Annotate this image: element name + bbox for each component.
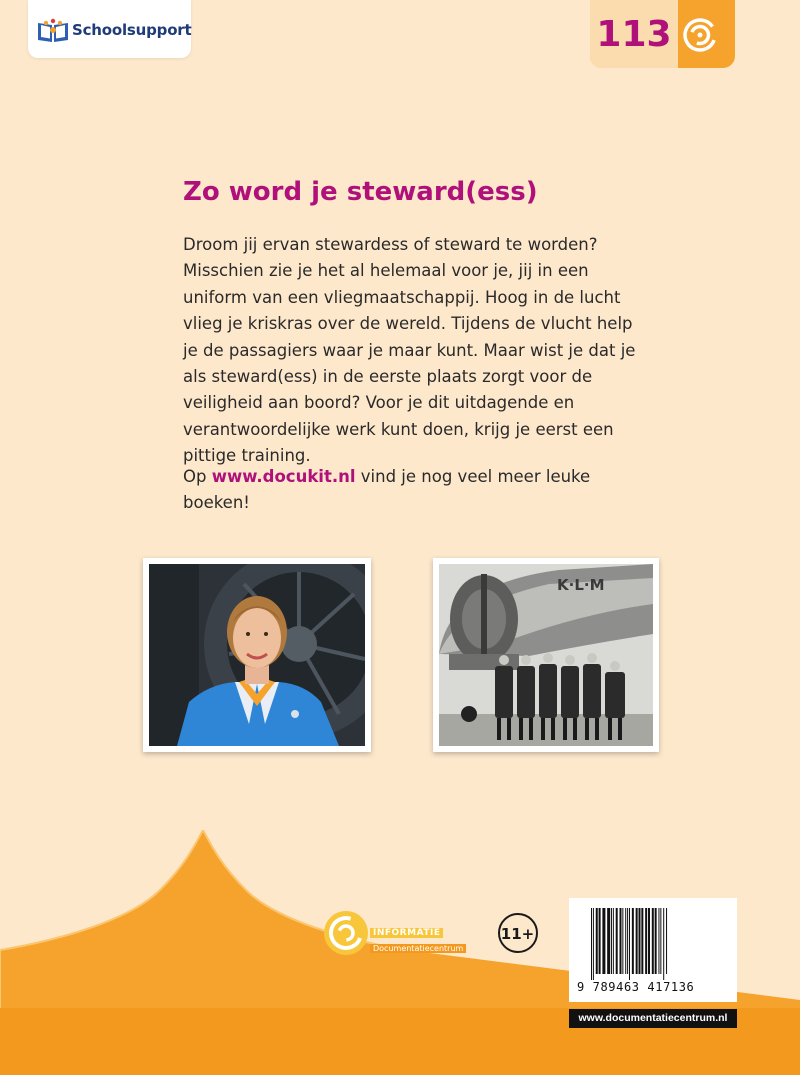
brand-name: Schoolsupport <box>72 21 192 39</box>
series-tab <box>590 0 735 68</box>
publisher-url[interactable]: www.documentatiecentrum.nl <box>578 1012 728 1024</box>
publisher-label: INFORMATIE <box>370 928 443 938</box>
barcode-bar <box>666 908 667 974</box>
age-label: 11+ <box>500 925 535 943</box>
barcode-bar <box>596 908 598 974</box>
barcode-bar <box>639 908 641 974</box>
barcode-bar <box>658 908 659 974</box>
barcode-bar <box>663 908 664 980</box>
url-bar <box>569 1009 737 1028</box>
barcode-bar <box>645 908 647 974</box>
book-title: Zo word je steward(ess) <box>183 177 538 207</box>
swirl-logo-icon <box>683 18 717 52</box>
klm-crew-photo <box>433 558 659 752</box>
barcode-bar <box>632 908 634 974</box>
website-link[interactable]: www.docukit.nl <box>211 467 356 486</box>
barcode-bar <box>629 908 630 980</box>
website-suffix: vind je nog veel meer leuke boeken! <box>183 467 591 512</box>
barcode-bar <box>616 908 618 974</box>
barcode <box>569 898 737 1002</box>
website-line <box>183 464 653 516</box>
aircraft-marking: K·L·M <box>557 576 605 594</box>
barcode-bar <box>652 908 654 974</box>
barcode-bar <box>591 908 592 980</box>
barcode-bar <box>602 908 605 974</box>
barcode-bar <box>636 908 638 974</box>
stewardess-photo <box>143 558 371 752</box>
barcode-bar <box>625 908 626 974</box>
blurb-text: Droom jij ervan stewardess of steward te worden? Misschien zie je het al helemaal voor je, jij in een uniform van een vliegmaatschappij. Hoog in de lucht vlieg je kriskras over de wereld. Tijdens de vlucht help je de passagiers waar je maar kunt. Maar wist je dat je als steward(ess) in de eerste plaats zorgt voor de veiligheid aan boord? Voor je dit uitdagende en verantwoordelijke werk kunt doen, krijg je eerst een pittige training. <box>183 235 636 466</box>
publisher-sublabel: Documentatiecentrum <box>370 944 466 953</box>
series-number: 113 <box>596 14 672 55</box>
barcode-bar <box>622 908 623 974</box>
barcode-bar <box>627 908 628 974</box>
barcode-bar <box>613 908 614 974</box>
barcode-bar <box>660 908 661 974</box>
barcode-bar <box>611 908 612 974</box>
series-number-box <box>590 0 678 68</box>
book-logo-icon <box>36 18 70 44</box>
barcode-bar <box>655 908 657 974</box>
brand-tab <box>28 0 191 58</box>
isbn-digits: 9 789463 417136 <box>577 980 695 994</box>
barcode-bar <box>593 908 594 980</box>
barcode-bar <box>641 908 643 974</box>
barcode-bar <box>607 908 610 974</box>
barcode-bars <box>591 908 715 980</box>
klm-crew-image <box>439 564 653 746</box>
barcode-bar <box>648 908 650 974</box>
stewardess-image <box>149 564 365 746</box>
age-badge <box>498 913 538 953</box>
barcode-bar <box>599 908 601 974</box>
website-prefix: Op <box>183 467 212 486</box>
barcode-bar <box>620 908 622 974</box>
